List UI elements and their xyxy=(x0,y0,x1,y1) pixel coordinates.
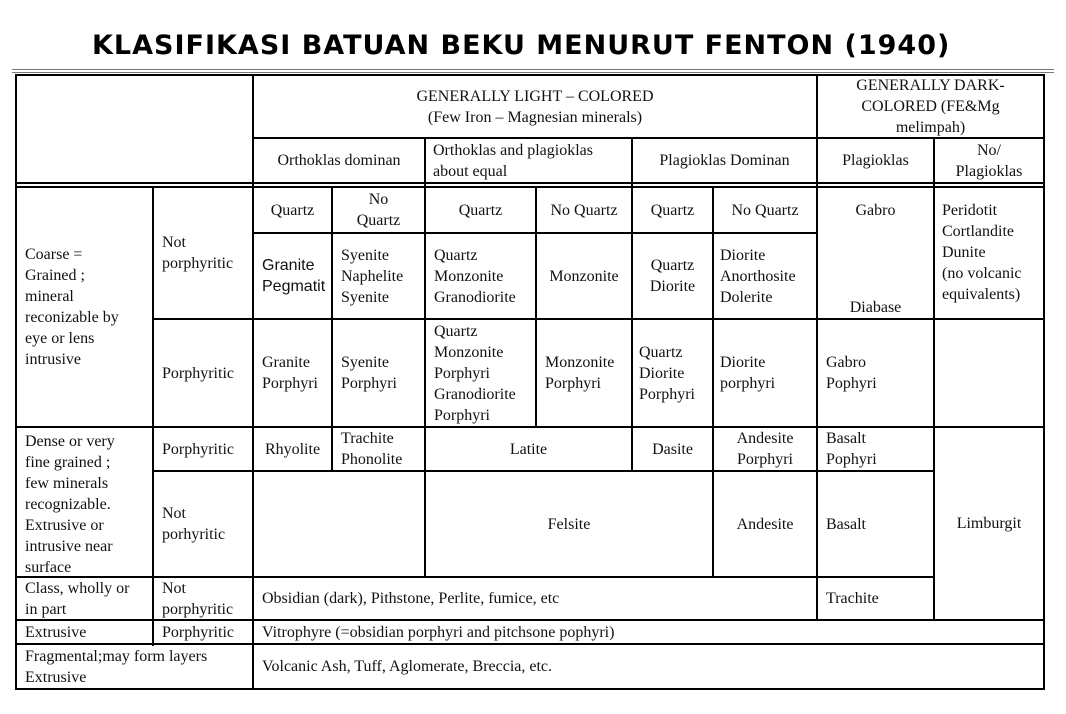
limburgit: Limburgit xyxy=(956,515,1022,532)
subheader-quartz: Quartz xyxy=(270,201,315,219)
header-no-plagioklas: No/ Plagioklas xyxy=(955,141,1023,180)
granite-pegmatit: Granite Pegmatit xyxy=(262,257,326,295)
title-rule-lower xyxy=(12,72,1054,73)
row-label-coarse-grained: Coarse = Grained ; mineral reconizable by eye or lens intrusive xyxy=(25,246,119,368)
subheader-no-quartz: No Quartz xyxy=(550,201,618,219)
basalt-pophyri: Basalt Pophyri xyxy=(826,430,877,468)
diabase: Diabase xyxy=(849,298,902,316)
diorite-porphyri: Diorite porphyri xyxy=(720,354,776,392)
porphyritic-label: Porphyritic xyxy=(162,364,234,382)
not-porphyritic-label: Not porphyritic xyxy=(162,234,234,272)
volcanic-ash: Volcanic Ash, Tuff, Aglomerate, Breccia, etc. xyxy=(262,658,553,675)
latite: Latite xyxy=(509,440,548,458)
basalt: Basalt xyxy=(826,515,866,533)
subheader-no-quartz: No Quartz xyxy=(731,201,799,219)
gabro: Gabro xyxy=(855,202,896,219)
porphyritic-label: Porphyritic xyxy=(162,440,234,458)
felsite: Felsite xyxy=(547,515,591,533)
subheader-quartz: Quartz xyxy=(458,201,503,219)
quartz-monzonite-porphyri: Quartz Monzonite Porphyri Granodiorite Porphyri xyxy=(434,322,516,424)
not-porphyritic-label: Not porphyritic xyxy=(162,579,234,618)
not-porhyritic-label: Not porhyritic xyxy=(162,505,226,543)
granite-porphyri: Granite Porphyri xyxy=(262,354,318,392)
peridotit-group: Peridotit Cortlandite Dunite (no volcanic equivalents) xyxy=(942,202,1022,303)
dasite: Dasite xyxy=(652,440,693,458)
classification-table xyxy=(15,74,1045,690)
syenite: Syenite Naphelite Syenite xyxy=(341,246,404,306)
title-rule-upper xyxy=(12,69,1054,70)
andesite-porphyri: Andesite Porphyri xyxy=(736,430,794,468)
quartz-monzonite: Quartz Monzonite Granodiorite xyxy=(434,246,516,306)
trachite-phonolite: Trachite Phonolite xyxy=(341,430,403,468)
rhyolite: Rhyolite xyxy=(264,440,321,458)
grid-line xyxy=(15,182,1045,184)
andesite: Andesite xyxy=(736,515,794,533)
gabro-pophyri: Gabro Pophyri xyxy=(826,354,877,392)
header-plagioklas-dominan: Plagioklas Dominan xyxy=(659,152,790,169)
subheader-no-quartz: No Quartz xyxy=(356,191,401,229)
header-generally-light: GENERALLY LIGHT – COLORED (Few Iron – Magnesian minerals) xyxy=(416,87,654,126)
table-border-right xyxy=(1043,74,1045,690)
syenite-porphyri: Syenite Porphyri xyxy=(341,354,397,392)
porphyritic-label: Porphyritic xyxy=(162,623,234,641)
subheader-quartz: Quartz xyxy=(650,201,695,219)
header-orthoklas-dominan: Orthoklas dominan xyxy=(277,152,401,169)
trachite: Trachite xyxy=(826,590,879,607)
monzonite-porphyri: Monzonite Porphyri xyxy=(545,354,615,392)
quartz-diorite: Quartz Diorite xyxy=(649,257,696,295)
row-label-dense: Dense or very fine grained ; few minerals recognizable. Extrusive or intrusive near surface xyxy=(25,433,115,576)
diorite: Diorite Anorthosite Dolerite xyxy=(720,246,796,306)
quartz-diorite-porphyri: Quartz Diorite Porphyri xyxy=(639,343,695,403)
row-label-class: Class, wholly or in part xyxy=(25,579,130,618)
monzonite: Monzonite xyxy=(549,267,619,285)
row-label-extrusive: Extrusive xyxy=(25,623,87,641)
vitrophyre: Vitrophyre (=obsidian porphyri and pitchsone pophyri) xyxy=(262,623,615,641)
table-border-bottom xyxy=(15,688,1045,690)
obsidian: Obsidian (dark), Pithstone, Perlite, fumice, etc xyxy=(262,590,560,607)
row-label-fragmental: Fragmental;may form layers Extrusive xyxy=(25,647,208,686)
header-orthoklas-plagioklas: Orthoklas and plagioklas about equal xyxy=(433,141,593,180)
header-plagioklas: Plagioklas xyxy=(842,152,909,169)
header-generally-dark: GENERALLY DARK- COLORED (FE&Mg melimpah) xyxy=(856,77,1005,136)
page-title: KLASIFIKASI BATUAN BEKU MENURUT FENTON (1940) xyxy=(92,30,951,61)
